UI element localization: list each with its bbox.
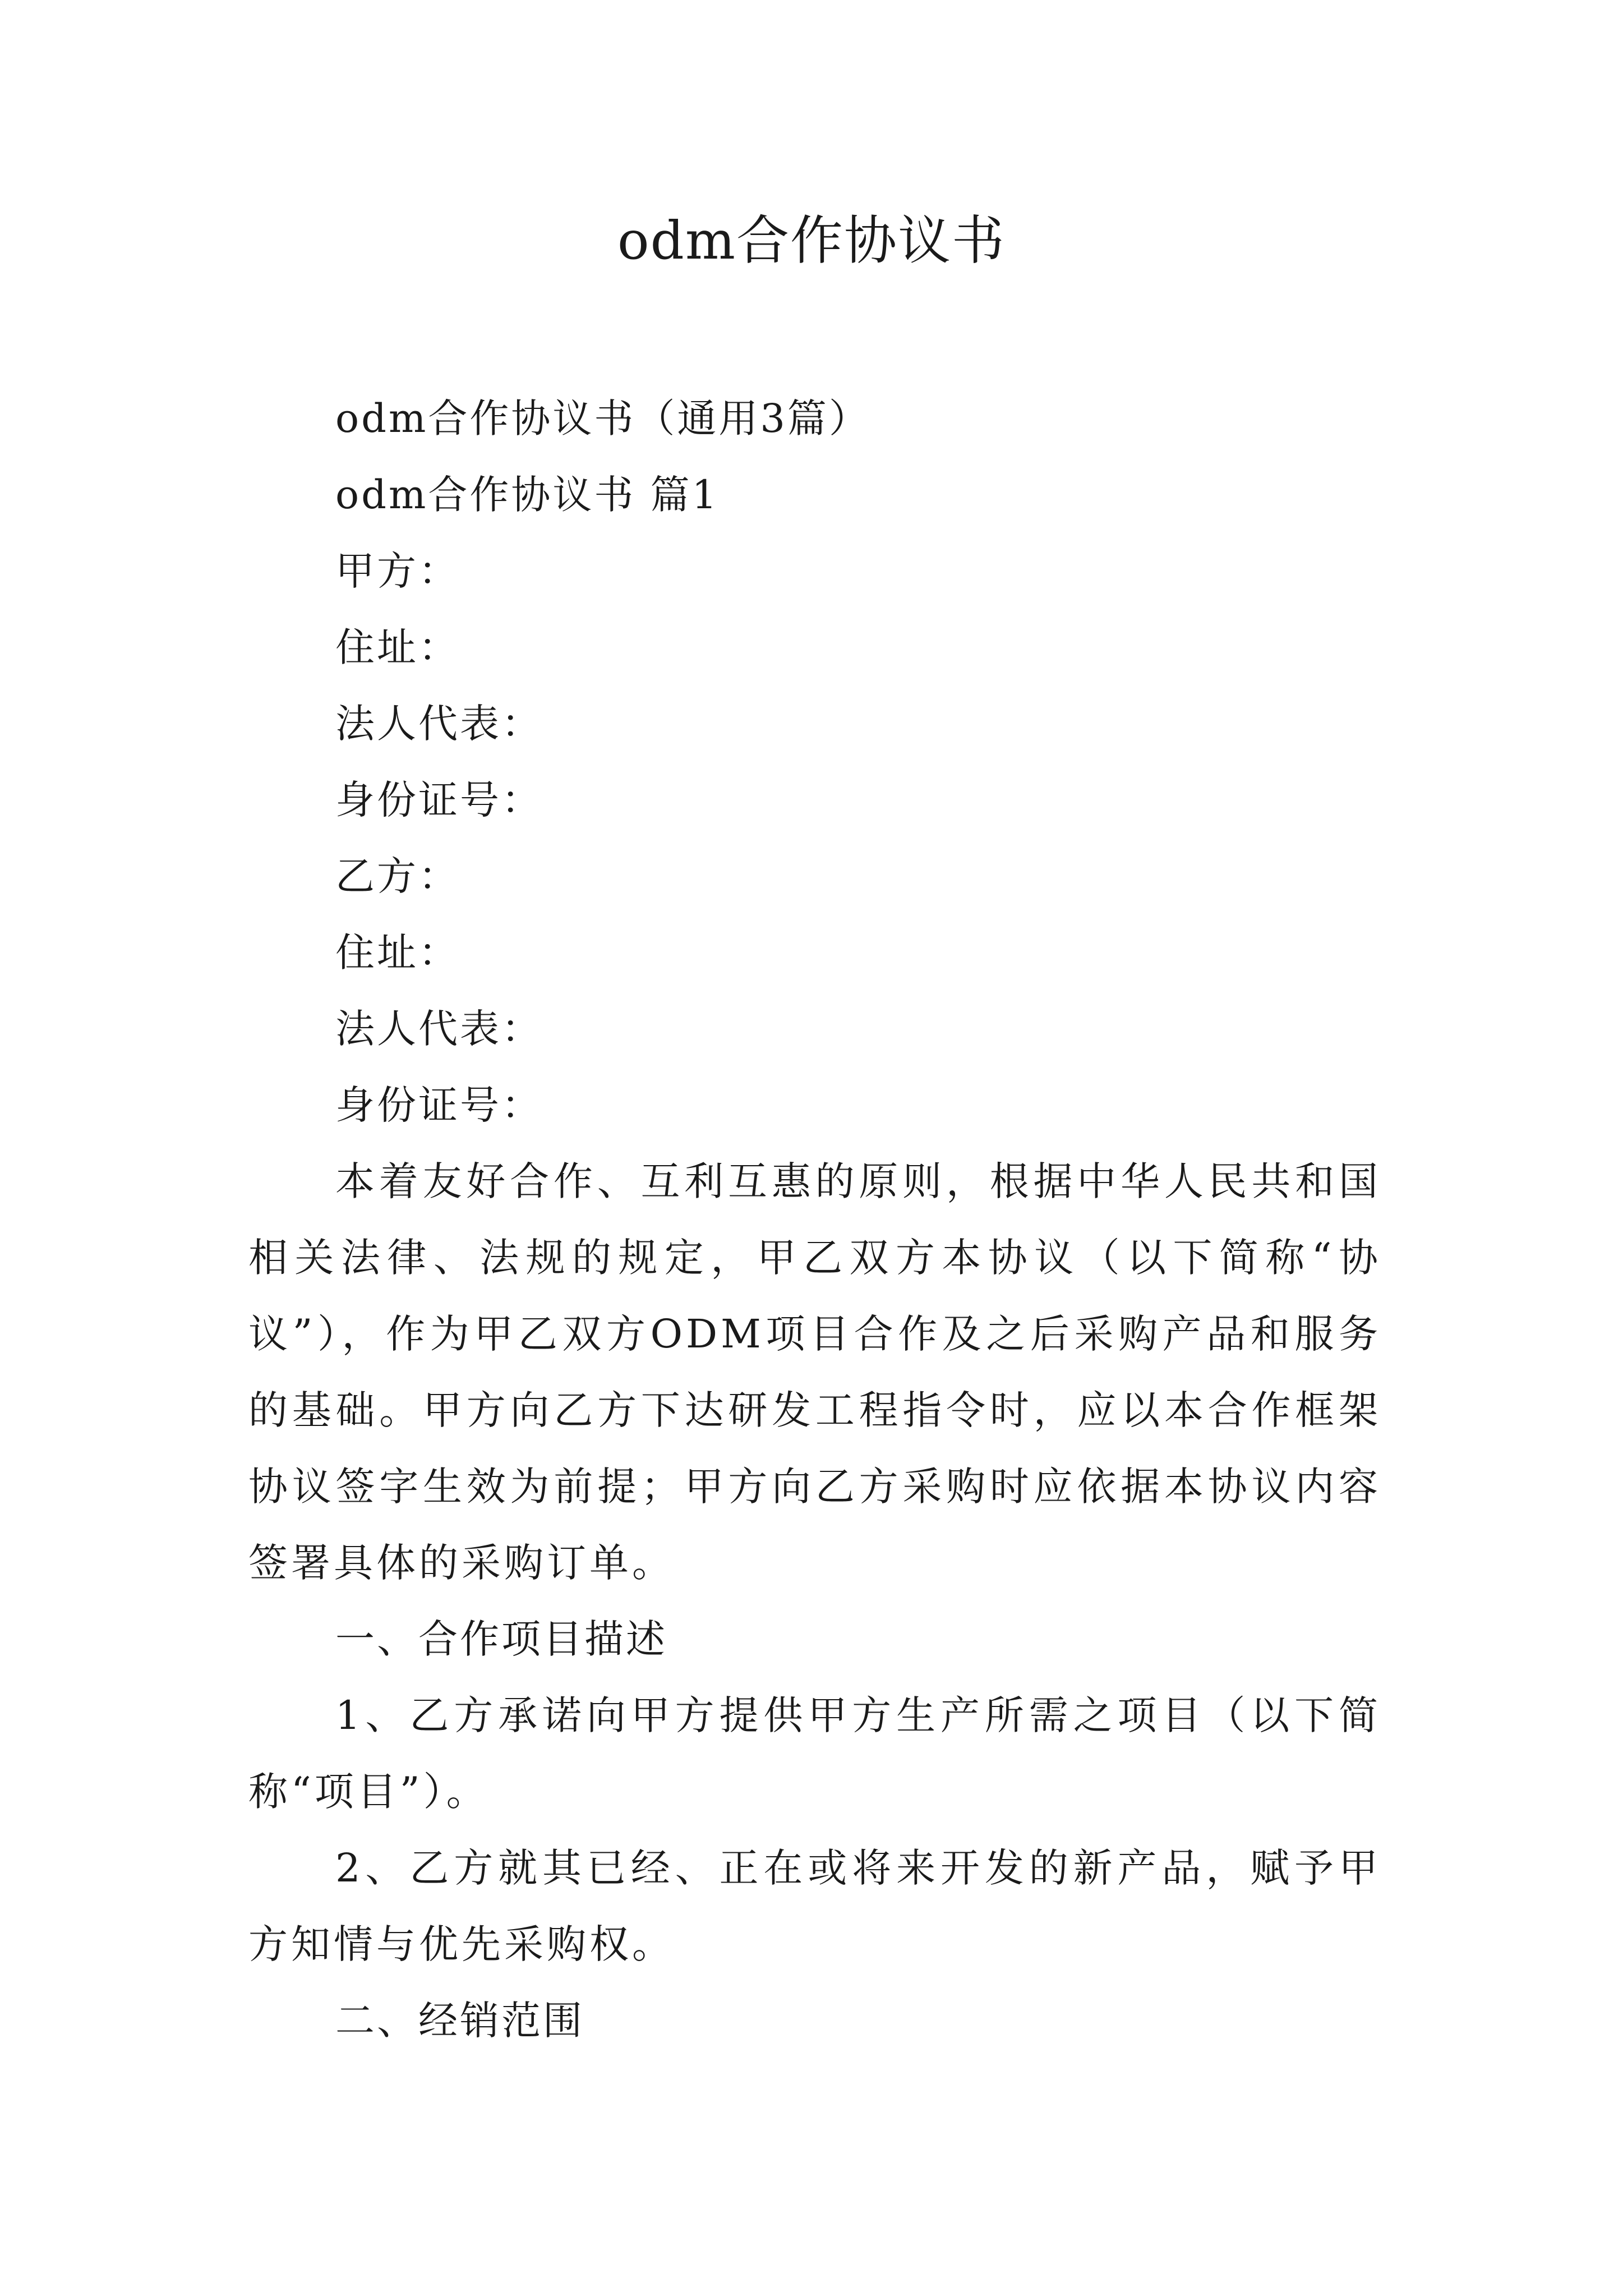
party-a-legal-rep: 法人代表： xyxy=(335,701,543,747)
intro-paragraph: 本着友好合作、互利互惠的原则，根据中华人民共和国相关法律、法规的规定，甲乙双方本协议（以下简称“协议”），作为甲乙双方ODM项目合作及之后采购产品和服务的基础。甲方向乙方下达研发工程指令时，应以本合作框架协议签字生效为前提；甲方向乙方采购时应依据本协议内容签署具体的采购订单。 xyxy=(248,1158,1381,1586)
section-1-heading: 一、合作项目描述 xyxy=(335,1616,667,1662)
party-b-id-number: 身份证号： xyxy=(335,1082,543,1128)
document-title: odm合作协议书 xyxy=(617,210,1006,272)
document-subtitle: odm合作协议书（通用3篇） xyxy=(335,395,870,441)
party-b-address: 住址： xyxy=(335,930,460,976)
section-1-item-1: 1、乙方承诺向甲方提供甲方生产所需之项目（以下简称“项目”）。 xyxy=(248,1692,1381,1815)
party-a-address: 住址： xyxy=(335,624,460,670)
party-a-label: 甲方： xyxy=(335,548,460,594)
party-a-id-number: 身份证号： xyxy=(335,777,543,823)
document-body xyxy=(248,380,1381,2059)
section-1-item-2: 2、乙方就其已经、正在或将来开发的新产品，赋予甲方知情与优先采购权。 xyxy=(248,1845,1381,1967)
section-2-heading: 二、经销范围 xyxy=(335,1998,584,2044)
party-b-legal-rep: 法人代表： xyxy=(335,1006,543,1052)
part-heading: odm合作协议书 篇1 xyxy=(335,472,720,518)
party-b-label: 乙方： xyxy=(335,853,460,899)
